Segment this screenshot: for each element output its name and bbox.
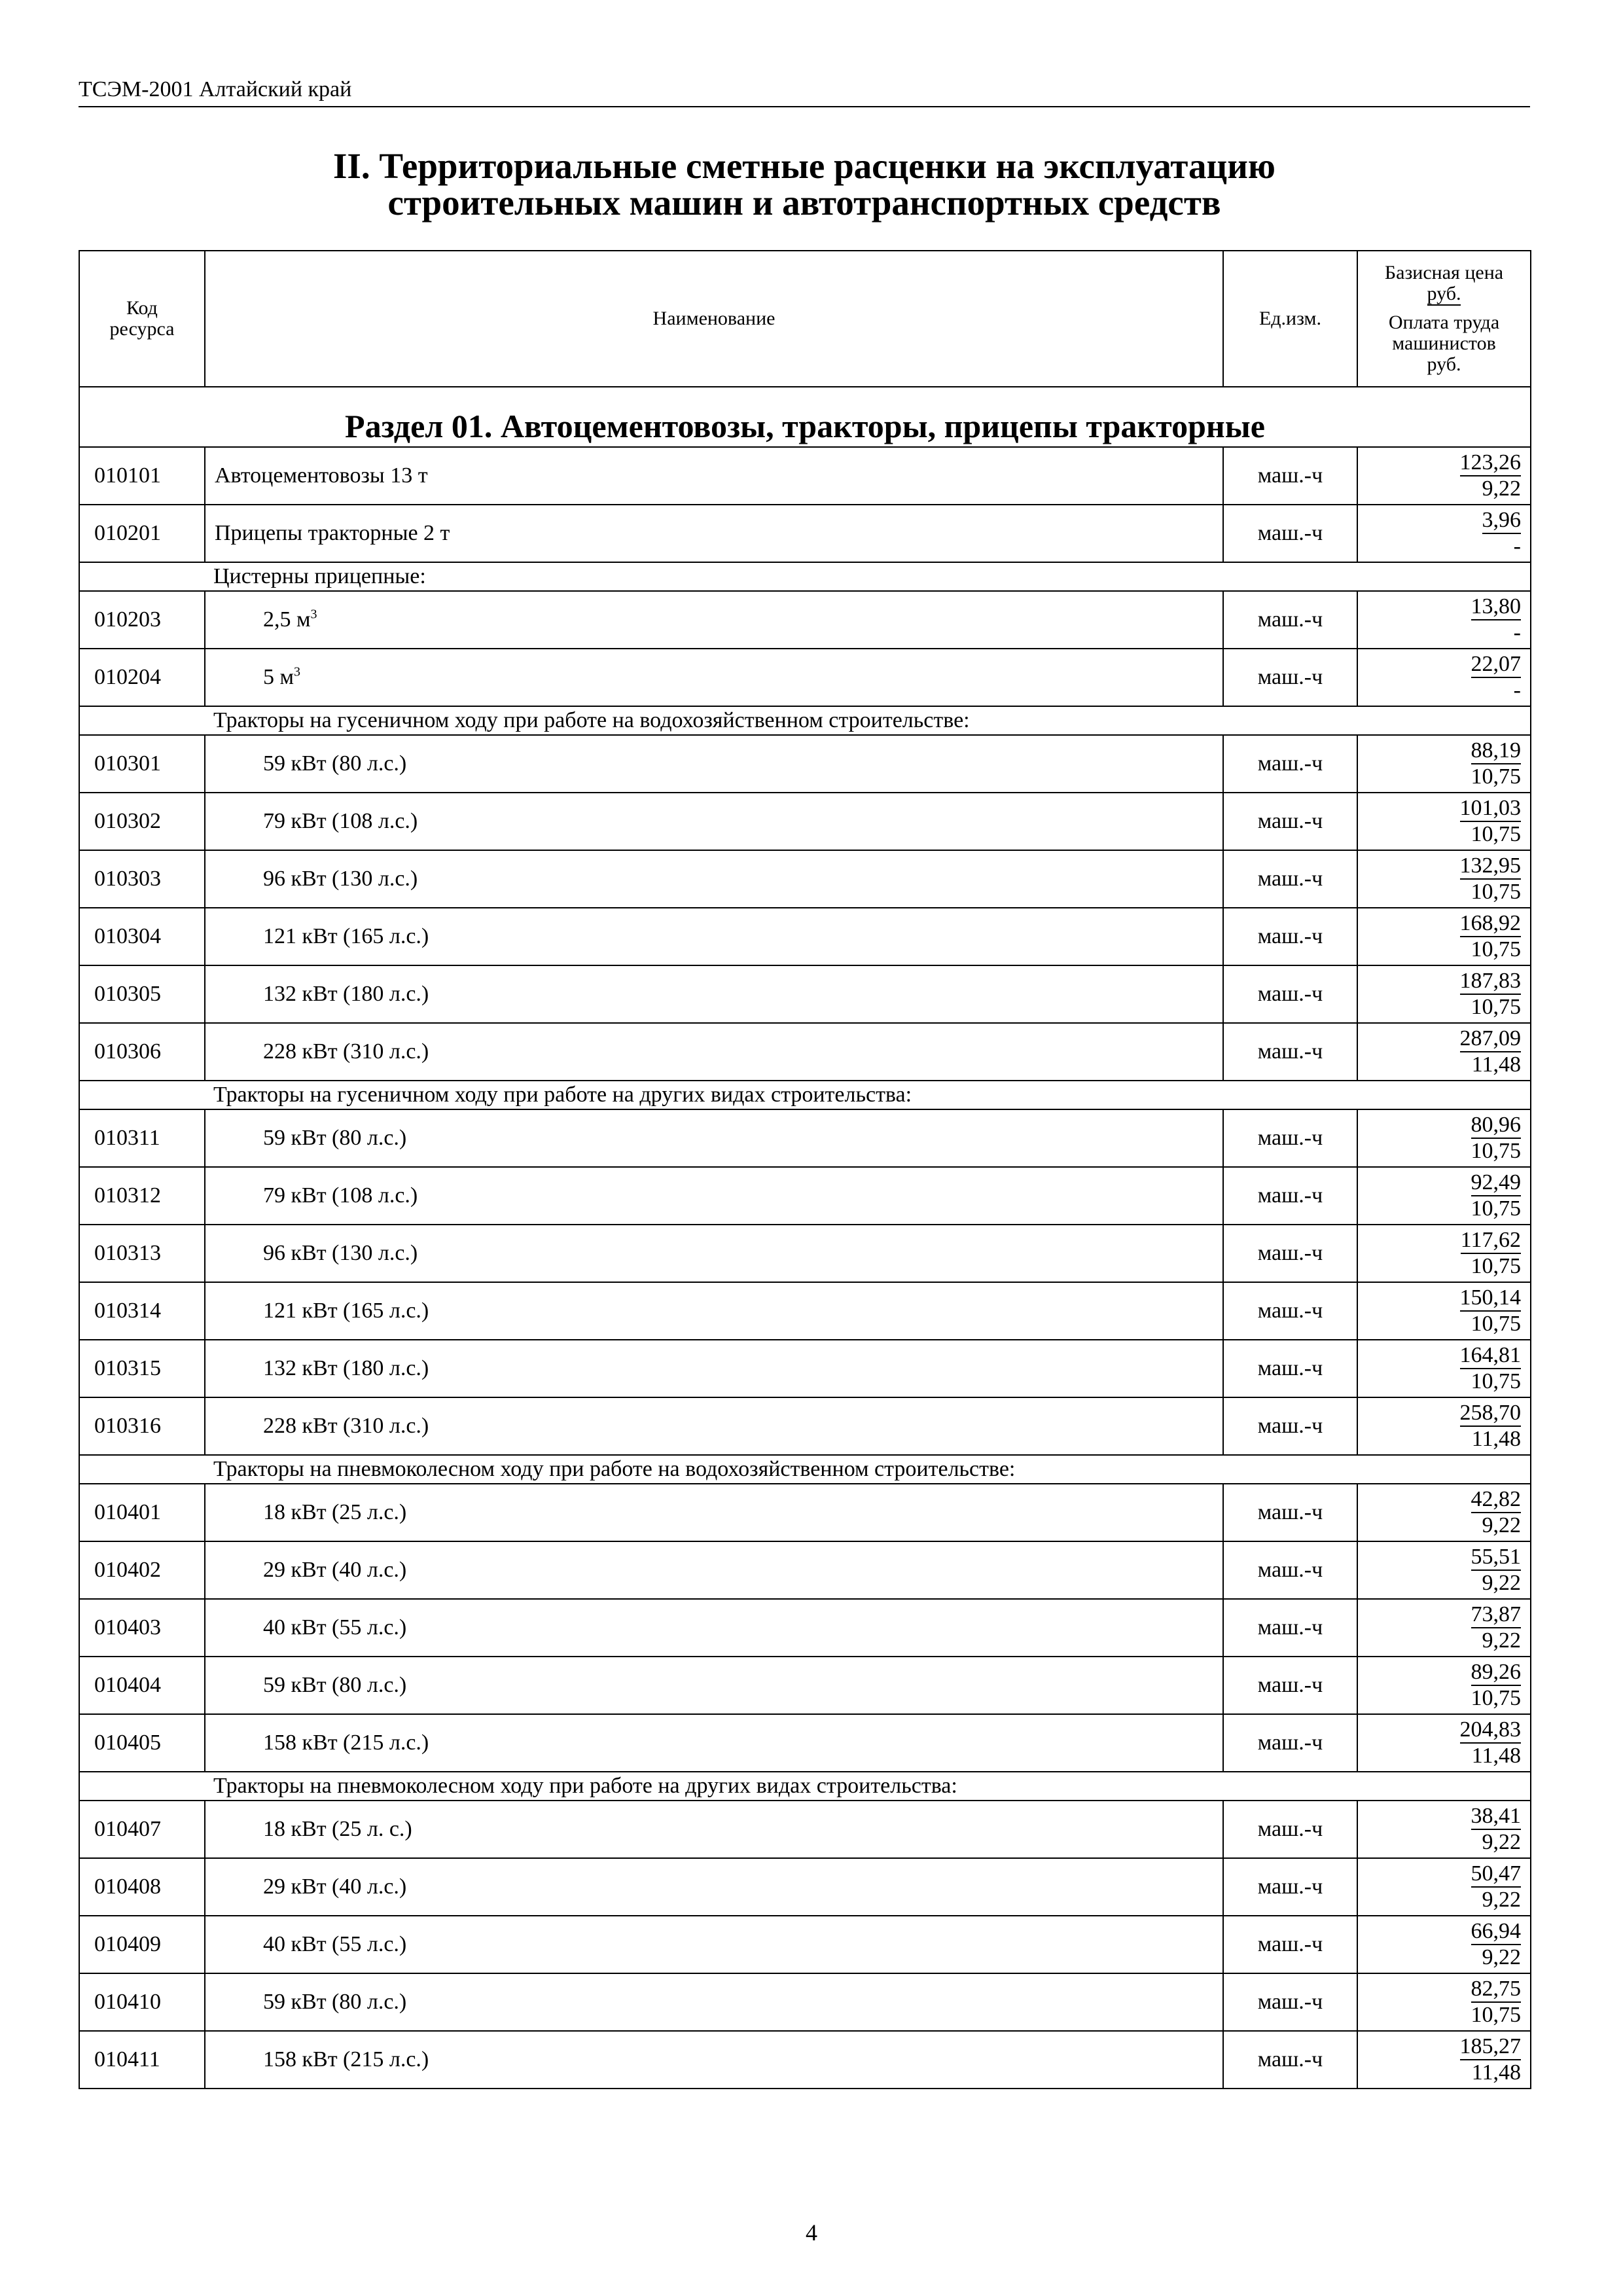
price-cell [1357, 1714, 1531, 1772]
resource-name-text: 79 кВт (108 л.с.) [263, 1183, 418, 1208]
table-row [79, 505, 1531, 562]
price-cell [1357, 1340, 1531, 1397]
group-row [79, 706, 1531, 735]
resource-code: 010411 [79, 2031, 205, 2089]
resource-name-text: Прицепы тракторные 2 т [215, 521, 450, 545]
resource-name-text: 40 кВт (55 л.с.) [263, 1932, 407, 1956]
resource-name [205, 850, 1223, 908]
table-row [79, 1541, 1531, 1599]
table-row [79, 1225, 1531, 1282]
unit-of-measure: маш.-ч [1223, 649, 1357, 706]
operator-wage: 9,22 [1482, 1628, 1521, 1653]
group-title: Тракторы на пневмоколесном ходу при работе на водохозяйственном строительстве: [79, 1455, 1531, 1484]
base-price: 3,96 [1482, 508, 1522, 534]
unit-of-measure: маш.-ч [1223, 1167, 1357, 1225]
operator-wage: 10,75 [1471, 1254, 1521, 1278]
resource-code: 010314 [79, 1282, 205, 1340]
resource-name-text: 79 кВт (108 л.с.) [263, 809, 418, 833]
base-price: 88,19 [1471, 738, 1522, 764]
price-fraction [1471, 1919, 1522, 1970]
group-row [79, 1081, 1531, 1109]
unit-of-measure: маш.-ч [1223, 1340, 1357, 1397]
base-price: 123,26 [1460, 450, 1522, 476]
base-price: 185,27 [1460, 2034, 1522, 2060]
resource-name-text: 132 кВт (180 л.с.) [263, 1356, 429, 1380]
resource-name-text: 40 кВт (55 л.с.) [263, 1615, 407, 1640]
resource-name [205, 1397, 1223, 1455]
resource-name [205, 1023, 1223, 1081]
unit-of-measure: маш.-ч [1223, 1541, 1357, 1599]
resource-name-text: 96 кВт (130 л.с.) [263, 867, 418, 891]
resource-code: 010306 [79, 1023, 205, 1081]
base-price: 89,26 [1471, 1660, 1522, 1686]
resource-code: 010201 [79, 505, 205, 562]
table-row [79, 1916, 1531, 1973]
group-title: Цистерны прицепные: [79, 562, 1531, 591]
running-header: ТСЭМ-2001 Алтайский край [79, 77, 1530, 107]
unit-of-measure: маш.-ч [1223, 735, 1357, 793]
operator-wage: 10,75 [1471, 822, 1521, 846]
unit-of-measure: маш.-ч [1223, 505, 1357, 562]
resource-name [205, 1282, 1223, 1340]
unit-of-measure: маш.-ч [1223, 1397, 1357, 1455]
price-cell [1357, 1225, 1531, 1282]
operator-wage: 10,75 [1471, 1686, 1521, 1710]
base-price: 92,49 [1471, 1170, 1522, 1196]
operator-wage: 11,48 [1471, 1427, 1521, 1451]
page-number: 4 [806, 2219, 817, 2246]
table-row [79, 649, 1531, 706]
table-row [79, 1109, 1531, 1167]
operator-wage: - [1513, 620, 1521, 645]
price-cell [1357, 850, 1531, 908]
resource-code: 010407 [79, 1801, 205, 1858]
unit-of-measure: маш.-ч [1223, 1282, 1357, 1340]
resource-name [205, 1657, 1223, 1714]
base-price: 204,83 [1460, 1717, 1522, 1744]
resource-name [205, 1225, 1223, 1282]
header-price [1357, 251, 1531, 387]
table-row [79, 1714, 1531, 1772]
resource-name [205, 1801, 1223, 1858]
price-fraction [1460, 853, 1522, 905]
resource-name-text: 228 кВт (310 л.с.) [263, 1414, 429, 1438]
resource-name [205, 2031, 1223, 2089]
operator-wage: 10,75 [1471, 1139, 1521, 1163]
price-fraction [1460, 796, 1522, 847]
base-price: 187,83 [1460, 969, 1522, 995]
table-row [79, 591, 1531, 649]
resource-name-text: 59 кВт (80 л.с.) [263, 751, 407, 776]
page-title-line-2: строительных машин и автотранспортных средств [387, 183, 1221, 223]
unit-of-measure: маш.-ч [1223, 1973, 1357, 2031]
resource-name-text: 59 кВт (80 л.с.) [263, 1990, 407, 2014]
base-price: 22,07 [1471, 652, 1522, 678]
price-cell [1357, 2031, 1531, 2089]
base-price: 13,80 [1471, 594, 1522, 620]
price-fraction [1460, 1285, 1522, 1336]
base-price: 287,09 [1460, 1026, 1522, 1052]
resource-code: 010304 [79, 908, 205, 965]
unit-of-measure: маш.-ч [1223, 965, 1357, 1023]
base-price: 132,95 [1460, 853, 1522, 880]
resource-code: 010302 [79, 793, 205, 850]
unit-of-measure: маш.-ч [1223, 591, 1357, 649]
table-row [79, 793, 1531, 850]
unit-of-measure: маш.-ч [1223, 908, 1357, 965]
table-row [79, 1657, 1531, 1714]
resource-name-text: 2,5 м [263, 607, 311, 632]
rates-table [79, 250, 1531, 2089]
table-row [79, 1023, 1531, 1081]
price-fraction [1471, 1804, 1522, 1855]
resource-code: 010101 [79, 447, 205, 505]
resource-code: 010301 [79, 735, 205, 793]
section-title: Раздел 01. Автоцементовозы, тракторы, прицепы тракторные [79, 387, 1531, 447]
group-title: Тракторы на пневмоколесном ходу при работе на других видах строительства: [79, 1772, 1531, 1801]
operator-wage: 10,75 [1471, 995, 1521, 1019]
price-cell [1357, 447, 1531, 505]
table-row [79, 1282, 1531, 1340]
base-price: 73,87 [1471, 1602, 1522, 1628]
price-fraction [1471, 1602, 1522, 1653]
resource-name [205, 1714, 1223, 1772]
price-fraction [1471, 738, 1522, 789]
operator-wage: 11,48 [1471, 1052, 1521, 1077]
table-row [79, 1484, 1531, 1541]
resource-name [205, 1340, 1223, 1397]
resource-name [205, 1484, 1223, 1541]
resource-name [205, 649, 1223, 706]
resource-name [205, 793, 1223, 850]
price-cell [1357, 1397, 1531, 1455]
table-row [79, 1801, 1531, 1858]
base-price: 55,51 [1471, 1545, 1522, 1571]
resource-code: 010410 [79, 1973, 205, 2031]
base-price: 150,14 [1460, 1285, 1522, 1312]
header-price-line-1: Базисная цена [1384, 262, 1504, 283]
unit-of-measure: маш.-ч [1223, 2031, 1357, 2089]
resource-code: 010311 [79, 1109, 205, 1167]
table-row [79, 2031, 1531, 2089]
price-fraction [1482, 508, 1522, 559]
operator-wage: - [1513, 534, 1521, 558]
unit-of-measure: маш.-ч [1223, 1023, 1357, 1081]
unit-of-measure: маш.-ч [1223, 447, 1357, 505]
price-cell [1357, 1801, 1531, 1858]
price-fraction [1460, 2034, 1522, 2085]
base-price: 38,41 [1471, 1804, 1522, 1830]
resource-name-text: 96 кВт (130 л.с.) [263, 1241, 418, 1265]
operator-wage: 9,22 [1482, 1571, 1521, 1595]
price-fraction [1460, 450, 1522, 501]
unit-of-measure: маш.-ч [1223, 1801, 1357, 1858]
resource-code: 010409 [79, 1916, 205, 1973]
operator-wage: 10,75 [1471, 1196, 1521, 1221]
resource-name [205, 1858, 1223, 1916]
price-fraction [1460, 911, 1522, 962]
operator-wage: 10,75 [1471, 764, 1521, 789]
resource-name-text: 5 м [263, 665, 294, 689]
resource-code: 010401 [79, 1484, 205, 1541]
price-cell [1357, 1167, 1531, 1225]
price-fraction [1471, 1660, 1522, 1711]
price-fraction [1460, 1717, 1522, 1768]
resource-name-text: 59 кВт (80 л.с.) [263, 1673, 407, 1697]
operator-wage: 9,22 [1482, 1513, 1521, 1537]
resource-code: 010203 [79, 591, 205, 649]
price-fraction [1460, 1026, 1522, 1077]
group-title: Тракторы на гусеничном ходу при работе на водохозяйственном строительстве: [79, 706, 1531, 735]
resource-name [205, 1167, 1223, 1225]
resource-code: 010315 [79, 1340, 205, 1397]
table-header-row [79, 251, 1531, 387]
operator-wage: - [1513, 678, 1521, 702]
price-fraction [1471, 1113, 1522, 1164]
header-code: Код ресурса [79, 251, 205, 387]
resource-code: 010204 [79, 649, 205, 706]
price-fraction [1471, 652, 1522, 703]
table-row [79, 447, 1531, 505]
resource-name-text: 59 кВт (80 л.с.) [263, 1126, 407, 1150]
resource-name-text: 29 кВт (40 л.с.) [263, 1874, 407, 1899]
resource-name-text: 158 кВт (215 л.с.) [263, 1731, 429, 1755]
operator-wage: 11,48 [1471, 1744, 1521, 1768]
table-row [79, 1397, 1531, 1455]
unit-of-measure: маш.-ч [1223, 1109, 1357, 1167]
base-price: 50,47 [1471, 1861, 1522, 1888]
base-price: 117,62 [1461, 1228, 1521, 1254]
group-row [79, 1455, 1531, 1484]
operator-wage: 9,22 [1482, 476, 1521, 501]
unit-of-measure: маш.-ч [1223, 1858, 1357, 1916]
price-cell [1357, 1109, 1531, 1167]
resource-name-text: 18 кВт (25 л. с.) [263, 1817, 412, 1841]
unit-of-measure: маш.-ч [1223, 1657, 1357, 1714]
header-wage-line-3: руб. [1427, 353, 1461, 375]
resource-code: 010316 [79, 1397, 205, 1455]
resource-code: 010313 [79, 1225, 205, 1282]
resource-name [205, 1599, 1223, 1657]
base-price: 168,92 [1460, 911, 1522, 937]
resource-name-text: 121 кВт (165 л.с.) [263, 924, 429, 948]
table-row [79, 1858, 1531, 1916]
header-wage-line-2: машинистов [1392, 332, 1496, 354]
resource-code: 010405 [79, 1714, 205, 1772]
resource-name [205, 447, 1223, 505]
table-row [79, 1167, 1531, 1225]
price-fraction [1471, 1170, 1522, 1221]
base-price: 80,96 [1471, 1113, 1522, 1139]
resource-name [205, 1916, 1223, 1973]
operator-wage: 10,75 [1471, 1369, 1521, 1393]
unit-of-measure: маш.-ч [1223, 1484, 1357, 1541]
page-title-line-1: II. Территориальные сметные расценки на эксплуатацию [333, 146, 1275, 186]
table-row [79, 735, 1531, 793]
group-title: Тракторы на гусеничном ходу при работе на других видах строительства: [79, 1081, 1531, 1109]
base-price: 164,81 [1460, 1343, 1522, 1369]
group-row [79, 1772, 1531, 1801]
resource-code: 010303 [79, 850, 205, 908]
resource-name [205, 965, 1223, 1023]
group-row [79, 562, 1531, 591]
resource-code: 010402 [79, 1541, 205, 1599]
unit-of-measure: маш.-ч [1223, 1599, 1357, 1657]
price-cell [1357, 1541, 1531, 1599]
price-cell [1357, 1657, 1531, 1714]
base-price: 82,75 [1471, 1977, 1522, 2003]
page-title [79, 148, 1530, 221]
resource-name-text: 228 кВт (310 л.с.) [263, 1039, 429, 1064]
resource-name-text: 18 кВт (25 л.с.) [263, 1500, 407, 1524]
base-price: 101,03 [1460, 796, 1522, 822]
resource-code: 010404 [79, 1657, 205, 1714]
price-cell [1357, 1973, 1531, 2031]
resource-name [205, 735, 1223, 793]
resource-name-text: 132 кВт (180 л.с.) [263, 982, 429, 1006]
price-fraction [1460, 1401, 1522, 1452]
price-cell [1357, 1282, 1531, 1340]
operator-wage: 9,22 [1482, 1888, 1521, 1912]
unit-of-measure: маш.-ч [1223, 1714, 1357, 1772]
price-cell [1357, 1916, 1531, 1973]
resource-name [205, 1973, 1223, 2031]
operator-wage: 11,48 [1471, 2060, 1521, 2085]
unit-superscript: 3 [294, 664, 301, 679]
table-row [79, 850, 1531, 908]
resource-name [205, 908, 1223, 965]
resource-code: 010305 [79, 965, 205, 1023]
operator-wage: 10,75 [1471, 2003, 1521, 2027]
header-wage-line-1: Оплата труда [1388, 312, 1500, 333]
price-cell [1357, 1599, 1531, 1657]
unit-of-measure: маш.-ч [1223, 1916, 1357, 1973]
price-fraction [1461, 1228, 1521, 1279]
unit-of-measure: маш.-ч [1223, 850, 1357, 908]
price-fraction [1471, 594, 1522, 645]
resource-name [205, 1109, 1223, 1167]
resource-code: 010312 [79, 1167, 205, 1225]
table-row [79, 908, 1531, 965]
price-fraction [1471, 1487, 1522, 1538]
price-cell [1357, 793, 1531, 850]
resource-name-text: Автоцементовозы 13 т [215, 463, 428, 488]
price-fraction [1460, 1343, 1522, 1394]
price-cell [1357, 1858, 1531, 1916]
unit-superscript: 3 [310, 607, 317, 622]
resource-name-text: 29 кВт (40 л.с.) [263, 1558, 407, 1582]
header-price-line-2: руб. [1427, 283, 1461, 304]
table-row [79, 965, 1531, 1023]
price-cell [1357, 1484, 1531, 1541]
price-cell [1357, 591, 1531, 649]
price-cell [1357, 965, 1531, 1023]
operator-wage: 10,75 [1471, 937, 1521, 961]
price-cell [1357, 908, 1531, 965]
resource-name-text: 158 кВт (215 л.с.) [263, 2047, 429, 2072]
operator-wage: 10,75 [1471, 880, 1521, 904]
unit-of-measure: маш.-ч [1223, 793, 1357, 850]
price-cell [1357, 649, 1531, 706]
section-row [79, 387, 1531, 447]
header-name: Наименование [205, 251, 1223, 387]
table-body [79, 387, 1531, 2089]
resource-name-text: 121 кВт (165 л.с.) [263, 1299, 429, 1323]
base-price: 42,82 [1471, 1487, 1522, 1513]
unit-of-measure: маш.-ч [1223, 1225, 1357, 1282]
price-cell [1357, 735, 1531, 793]
base-price: 258,70 [1460, 1401, 1522, 1427]
price-cell [1357, 505, 1531, 562]
table-row [79, 1599, 1531, 1657]
resource-code: 010403 [79, 1599, 205, 1657]
price-cell [1357, 1023, 1531, 1081]
resource-name [205, 1541, 1223, 1599]
resource-name [205, 505, 1223, 562]
header-unit: Ед.изм. [1223, 251, 1357, 387]
price-fraction [1471, 1861, 1522, 1912]
price-fraction [1460, 969, 1522, 1020]
table-row [79, 1973, 1531, 2031]
resource-name [205, 591, 1223, 649]
operator-wage: 9,22 [1482, 1830, 1521, 1854]
table-row [79, 1340, 1531, 1397]
resource-code: 010408 [79, 1858, 205, 1916]
base-price: 66,94 [1471, 1919, 1522, 1945]
price-fraction [1471, 1545, 1522, 1596]
price-fraction [1471, 1977, 1522, 2028]
operator-wage: 9,22 [1482, 1945, 1521, 1969]
operator-wage: 10,75 [1471, 1312, 1521, 1336]
